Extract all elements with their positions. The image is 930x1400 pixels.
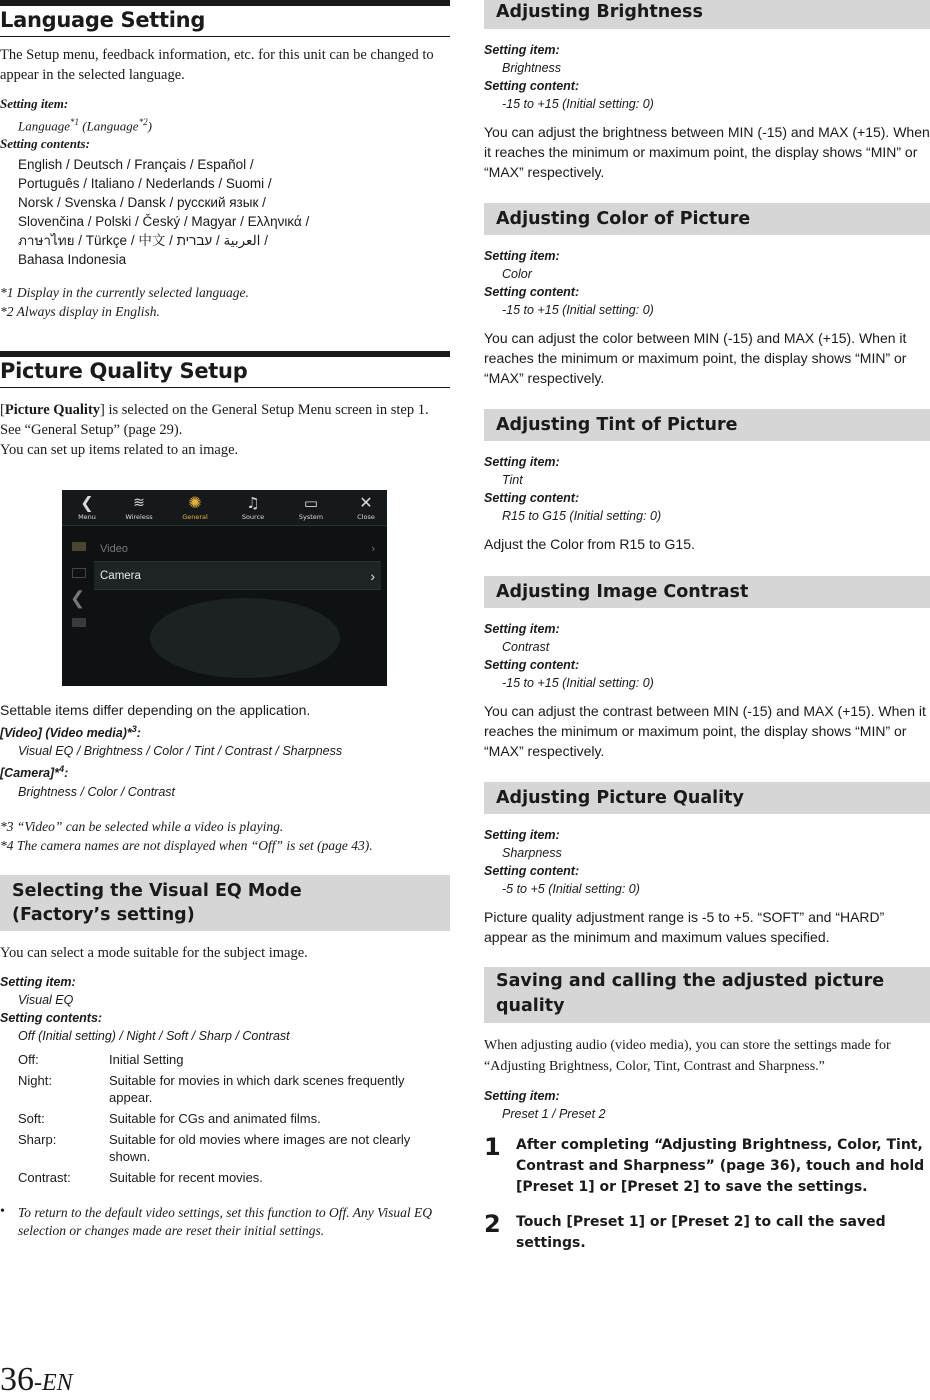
language-list [0,155,450,269]
step-1 [484,1135,930,1198]
dim-screen-icon [72,568,86,578]
language-contents-label: Setting contents: [0,136,90,152]
preset-1-button: Preset 1 [572,1214,639,1230]
language-line: Slovenčina / Polski / Český / Magyar / Ελληνικά / [18,214,310,230]
contrast-content-label: Setting content: [484,658,580,672]
general-tab[interactable]: ✺ General [176,493,214,522]
table-row: Off: Initial Setting [18,1051,184,1067]
screen-topbar [62,490,387,526]
monitor-icon: ▭ [303,494,319,512]
language-line: English / Deutsch / Français / Español / [18,157,254,173]
preset-2-button: Preset 2 [627,1179,694,1195]
camera-items: Brightness / Color / Contrast [18,784,176,799]
quality-item-label: Setting item: [484,828,560,842]
table-row: Contrast: Suitable for recent movies. [18,1169,263,1185]
veq-contents-value: Off (Initial setting) / Night / Soft / Sharp / Contrast [18,1028,290,1043]
brightness-desc: You can adjust the brightness between MIN (-15) and MAX (+15). When it reaches the minimum or maximum point, the display shows “MIN” or “MAX” respectively. [484,124,930,180]
color-heading: Adjusting Color of Picture [484,203,930,235]
color-desc: You can adjust the color between MIN (-15) and MAX (+15). When it reaches the minimum or maximum point, the display shows “MIN” or “MAX” respectively. [484,330,907,386]
step-number: 2 [484,1210,501,1238]
quality-content-value: -5 to +5 (Initial setting: 0) [502,882,640,896]
dim-car-icon [72,618,86,627]
contrast-item-label: Setting item: [484,622,560,636]
pq-note-4: *4 The camera names are not displayed when “Off” is set (page 43). [0,837,373,853]
language-setting-heading [0,0,450,37]
language-line: Bahasa Indonesia [18,252,127,268]
color-content-value: -15 to +15 (Initial setting: 0) [502,303,654,317]
table-row: Sharp: Suitable for old movies where images are not clearly shown. [18,1131,411,1164]
gear-icon: ✺ [188,493,202,512]
saving-item-label: Setting item: [484,1089,560,1103]
settable-note: Settable items differ depending on the application. [0,702,311,719]
veq-bullet: • To return to the default video settings, set this function to Off. Any Visual EQ selection or changes made are reset their initial settings. [0,1203,432,1238]
language-intro: The Setup menu, feedback information, etc. for this unit can be changed to appear in the selected language. [0,47,434,83]
bullet-dot-icon: • [0,1203,5,1219]
preset-1-button: Preset 1 [522,1179,589,1195]
dim-overlay-shape [150,598,340,678]
quality-desc: Picture quality adjustment range is -5 to +5. “SOFT” and “HARD” appear as the minimum and maximum values specified. [484,909,885,945]
video-list-item[interactable]: Video › [94,536,381,562]
step-2-text: Touch [Preset 1] or [Preset 2] to call the saved settings. [516,1214,886,1251]
dim-film-icon [72,542,86,551]
visual-eq-heading: Selecting the Visual EQ Mode (Factory’s setting) [0,875,450,931]
page-number: 36-EN [0,1361,73,1398]
contrast-desc: You can adjust the contrast between MIN (-15) and MAX (+15). When it reaches the minimum or maximum point, the display shows “MIN” or “MAX” respectively. [484,703,926,759]
veq-contents-label: Setting contents: [0,1010,103,1025]
right-column [484,0,930,1254]
quality-item-value: Sharpness [502,846,562,860]
tint-content-label: Setting content: [484,491,580,505]
color-content-label: Setting content: [484,285,580,299]
table-row: Night: Suitable for movies in which dark scenes frequently appear. [18,1072,405,1105]
camera-list-item[interactable]: Camera › [94,562,381,590]
pq-note-3: *3 “Video” can be selected while a video is playing. [0,818,284,834]
tint-content-value: R15 to G15 (Initial setting: 0) [502,509,662,523]
language-item-value: Language$^{*1}$ (Language$^{*2}$) [18,117,152,134]
system-tab[interactable]: ▭ System [292,493,330,522]
contrast-content-value: -15 to +15 (Initial setting: 0) [502,676,654,690]
brightness-content-value: -15 to +15 (Initial setting: 0) [502,97,654,111]
wifi-icon: ≋ [133,495,145,511]
wireless-tab[interactable]: ≋ Wireless [120,493,158,522]
table-row: Soft: Suitable for CGs and animated films. [18,1110,321,1126]
tint-item-value: Tint [502,473,523,487]
brightness-content-label: Setting content: [484,79,580,93]
language-item-label: Setting item: [0,96,69,111]
language-note-2: *2 Always display in English. [0,304,160,320]
language-line: Português / Italiano / Nederlands / Suomi / [18,176,272,192]
saving-item-value: Preset 1 / Preset 2 [502,1107,606,1121]
language-line: ภาษาไทย / Türkçe / 中文 / العربية / עברית / [18,233,268,249]
veq-item-label: Setting item: [0,974,76,989]
color-item-value: Color [502,267,532,281]
contrast-heading: Adjusting Image Contrast [484,576,930,608]
quality-content-label: Setting content: [484,864,580,878]
picture-quality-intro-2: You can set up items related to an image. [0,442,239,459]
brightness-heading: Adjusting Brightness [484,0,930,29]
back-chevron-icon: ❮ [80,493,94,512]
chevron-right-icon: › [371,542,375,555]
tint-item-label: Setting item: [484,455,560,469]
brightness-item-value: Brightness [502,61,562,75]
menu-tab[interactable]: ❮ Menu [68,493,106,522]
tint-heading: Adjusting Tint of Picture [484,409,930,441]
close-icon: ✕ [359,493,373,512]
visual-eq-intro: You can select a mode suitable for the subject image. [0,944,308,961]
chevron-right-icon: › [370,567,375,584]
picture-quality-intro: [Picture Quality] is selected on the General Setup Menu screen in step 1. See “General Setup” (page 29). [0,402,429,439]
picture-quality-title: Picture Quality Setup [0,359,248,384]
dim-back-icon: ❮ [70,588,86,608]
source-tab[interactable]: ♫ Source [234,493,272,522]
step-1-text: After completing “Adjusting Brightness, Color, Tint, Contrast and Sharpness” (page 36), touch and hold [Preset 1] or [Preset 2] to save the settings. [516,1137,925,1195]
close-tab[interactable]: ✕ Close [348,493,384,522]
contrast-item-value: Contrast [502,640,550,654]
language-line: Norsk / Svenska / Dansk / русский язык / [18,195,266,211]
language-setting-title: Language Setting [0,8,206,32]
veq-mode-table [0,1051,450,1186]
saving-desc: When adjusting audio (video media), you can store the settings made for “Adjusting Brightness, Color, Tint, Contrast and Sharpness.” [484,1038,891,1074]
video-media-items: Visual EQ / Brightness / Color / Tint / Contrast / Sharpness [18,744,343,759]
picture-quality-screen [62,490,387,686]
preset-2-button: Preset 2 [677,1214,744,1230]
video-media-label: [Video] (Video media)*$^3$: [0,724,141,741]
color-item-label: Setting item: [484,249,560,263]
language-note-1: *1 Display in the currently selected language. [0,285,249,301]
camera-label: [Camera]*$^4$: [0,764,69,781]
music-note-icon: ♫ [246,494,260,512]
picture-quality-heading [0,351,450,388]
saving-heading: Saving and calling the adjusted picture quality [484,967,930,1023]
step-number: 1 [484,1133,501,1161]
veq-item-value: Visual EQ [18,992,74,1007]
step-2 [484,1212,930,1254]
brightness-item-label: Setting item: [484,43,560,57]
tint-desc: Adjust the Color from R15 to G15. [484,536,695,552]
quality-heading: Adjusting Picture Quality [484,782,930,814]
